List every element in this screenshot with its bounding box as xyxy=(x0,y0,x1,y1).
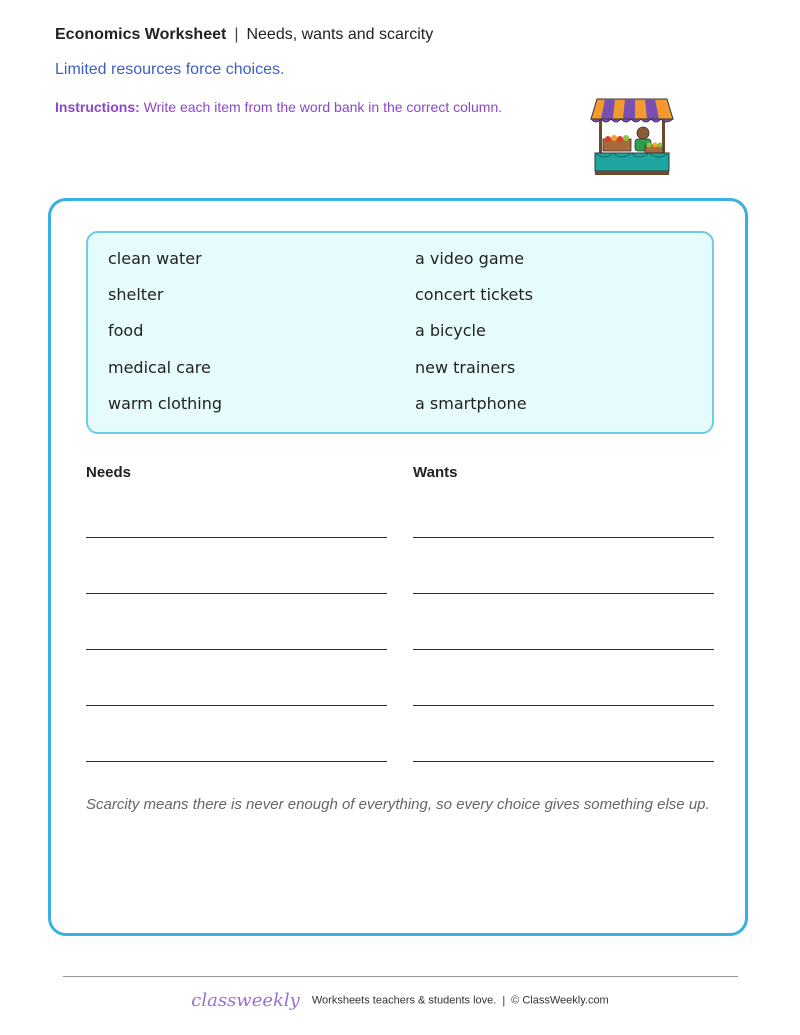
footer-divider xyxy=(63,976,738,977)
wants-answer-line[interactable] xyxy=(413,537,714,538)
wants-answer-line[interactable] xyxy=(413,761,714,762)
instructions xyxy=(55,99,502,115)
needs-answer-line[interactable] xyxy=(86,537,387,538)
word-bank-item: a smartphone xyxy=(415,394,527,413)
wants-column-heading: Wants xyxy=(413,464,458,481)
needs-column-heading: Needs xyxy=(86,464,132,481)
word-bank-item: concert tickets xyxy=(415,285,533,304)
market-stall-icon xyxy=(589,95,675,181)
word-bank-item: food xyxy=(108,321,144,340)
word-bank-item: warm clothing xyxy=(108,394,223,413)
word-bank-item: new trainers xyxy=(415,358,516,377)
brand-logo: classweekly xyxy=(191,990,300,1011)
wants-answer-line[interactable] xyxy=(413,649,714,650)
worksheet-subtitle: Limited resources force choices. xyxy=(55,61,285,78)
word-bank-item: medical care xyxy=(108,358,211,377)
needs-answer-line[interactable] xyxy=(86,705,387,706)
needs-answer-line[interactable] xyxy=(86,761,387,762)
worksheet-header xyxy=(55,26,433,44)
wants-answer-line[interactable] xyxy=(413,705,714,706)
word-bank-item: a bicycle xyxy=(415,321,486,340)
needs-answer-line[interactable] xyxy=(86,593,387,594)
worksheet-topic: Needs, wants and scarcity xyxy=(246,26,434,43)
footer xyxy=(0,990,800,1011)
needs-answer-line[interactable] xyxy=(86,649,387,650)
header-separator: | xyxy=(234,26,239,43)
instructions-label: Instructions: xyxy=(55,99,140,115)
word-bank-item: clean water xyxy=(108,249,202,268)
footer-tagline: Worksheets teachers & students love. xyxy=(311,994,497,1007)
word-bank-item: shelter xyxy=(108,285,164,304)
footer-copyright: © ClassWeekly.com xyxy=(511,994,609,1007)
scarcity-note: Scarcity means there is never enough of everything, so every choice gives something else up. xyxy=(86,796,710,813)
worksheet-title: Economics Worksheet xyxy=(55,26,227,43)
word-bank-item: a video game xyxy=(415,249,525,268)
wants-answer-line[interactable] xyxy=(413,593,714,594)
footer-separator: | xyxy=(502,994,506,1007)
instructions-text: Write each item from the word bank in the correct column. xyxy=(143,99,503,115)
word-bank xyxy=(86,231,714,434)
